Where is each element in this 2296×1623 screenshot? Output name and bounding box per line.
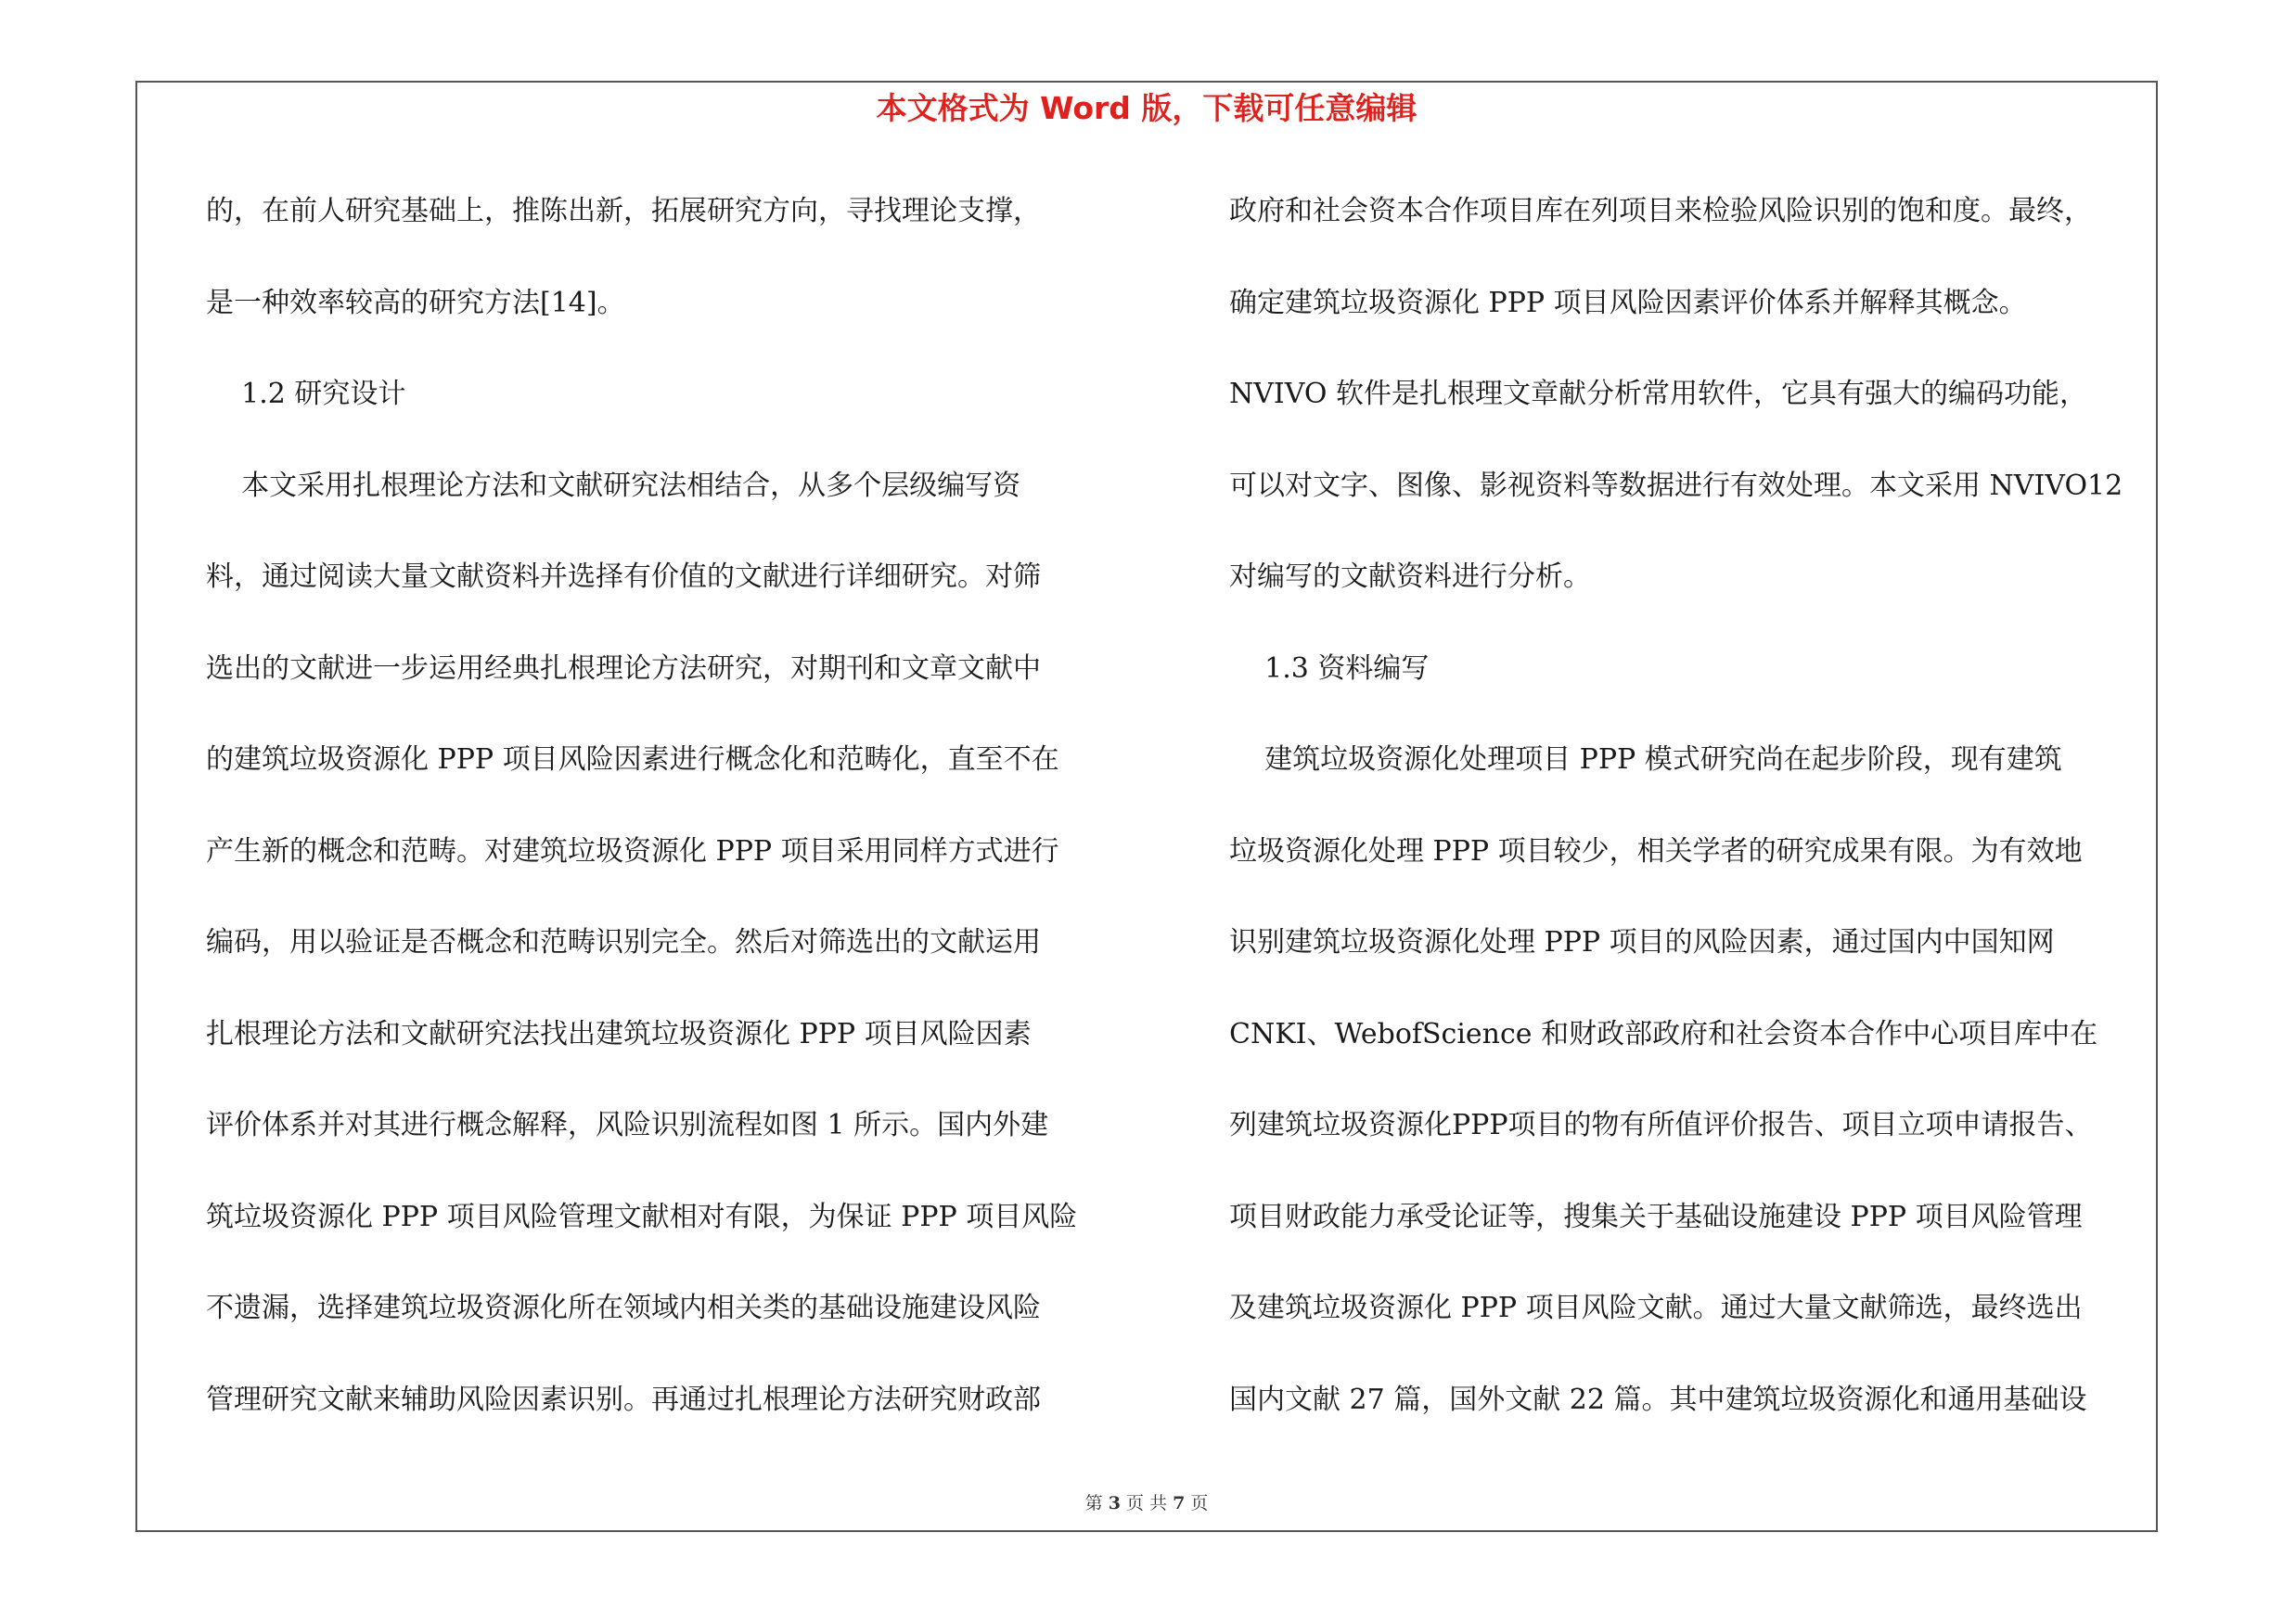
text-line: 本文采用扎根理论方法和文献研究法相结合，从多个层级编写资: [206, 469, 1021, 502]
text-line: 筑垃圾资源化 PPP 项目风险管理文献相对有限，为保证 PPP 项目风险: [206, 1200, 1078, 1233]
format-banner: 本文格式为 Word 版，下载可任意编辑: [876, 90, 1417, 126]
section-heading: 1.2 研究设计: [206, 378, 406, 410]
text-line: 识别建筑垃圾资源化处理 PPP 项目的风险因素，通过国内中国知网: [1229, 926, 2055, 959]
footer-suffix: 页: [1190, 1493, 1209, 1514]
text-line: 编码，用以验证是否概念和范畴识别完全。然后对筛选出的文献运用: [206, 926, 1041, 959]
text-line: 项目财政能力承受论证等，搜集关于基础设施建设 PPP 项目风险管理: [1229, 1200, 2083, 1233]
text-line: 可以对文字、图像、影视资料等数据进行有效处理。本文采用 NVIVO12: [1229, 469, 2123, 502]
right-column: [1229, 183, 2157, 1462]
text-line: 料，通过阅读大量文献资料并选择有价值的文献进行详细研究。对筛: [206, 560, 1041, 593]
total-page-number: 7: [1173, 1493, 1186, 1514]
text-line: 垃圾资源化处理 PPP 项目较少，相关学者的研究成果有限。为有效地: [1229, 834, 2083, 868]
text-line: 及建筑垃圾资源化 PPP 项目风险文献。通过大量文献筛选，最终选出: [1229, 1292, 2083, 1324]
text-line: 选出的文献进一步运用经典扎根理论方法研究，对期刊和文章文献中: [206, 651, 1041, 685]
text-line: 评价体系并对其进行概念解释，风险识别流程如图 1 所示。国内外建: [206, 1109, 1049, 1141]
text-line: 国内文献 27 篇，国外文献 22 篇。其中建筑垃圾资源化和通用基础设: [1229, 1383, 2087, 1416]
text-line: CNKI、WebofScience 和财政部政府和社会资本合作中心项目库中在: [1229, 1017, 2098, 1050]
text-line: 列建筑垃圾资源化PPP项目的物有所值评价报告、项目立项申请报告、: [1229, 1109, 2093, 1141]
text-line: 扎根理论方法和文献研究法找出建筑垃圾资源化 PPP 项目风险因素: [206, 1017, 1032, 1050]
section-heading: 1.3 资料编写: [1229, 651, 1430, 685]
text-line: 建筑垃圾资源化处理项目 PPP 模式研究尚在起步阶段，现有建筑: [1229, 743, 2062, 776]
text-line: 确定建筑垃圾资源化 PPP 项目风险因素评价体系并解释其概念。: [1229, 286, 2027, 319]
text-line: 政府和社会资本合作项目库在列项目来检验风险识别的饱和度。最终，: [1229, 195, 2092, 227]
text-line: 管理研究文献来辅助风险因素识别。再通过扎根理论方法研究财政部: [206, 1383, 1041, 1416]
footer-prefix: 第: [1084, 1493, 1103, 1514]
text-line: 对编写的文献资料进行分析。: [1229, 560, 1591, 593]
text-line: NVIVO 软件是扎根理文章献分析常用软件，它具有强大的编码功能，: [1229, 378, 2088, 410]
text-line: 的，在前人研究基础上，推陈出新，拓展研究方向，寻找理论支撑，: [206, 195, 1041, 227]
footer-middle: 页 共: [1125, 1493, 1168, 1514]
left-column: [206, 183, 1143, 1462]
text-line: 不遗漏，选择建筑垃圾资源化所在领域内相关类的基础设施建设风险: [206, 1292, 1041, 1324]
current-page-number: 3: [1108, 1493, 1121, 1514]
text-line: 产生新的概念和范畴。对建筑垃圾资源化 PPP 项目采用同样方式进行: [206, 834, 1059, 868]
page-footer: [135, 1489, 2158, 1517]
text-line: 是一种效率较高的研究方法[14]。: [206, 286, 625, 319]
text-line: 的建筑垃圾资源化 PPP 项目风险因素进行概念化和范畴化，直至不在: [206, 743, 1059, 776]
